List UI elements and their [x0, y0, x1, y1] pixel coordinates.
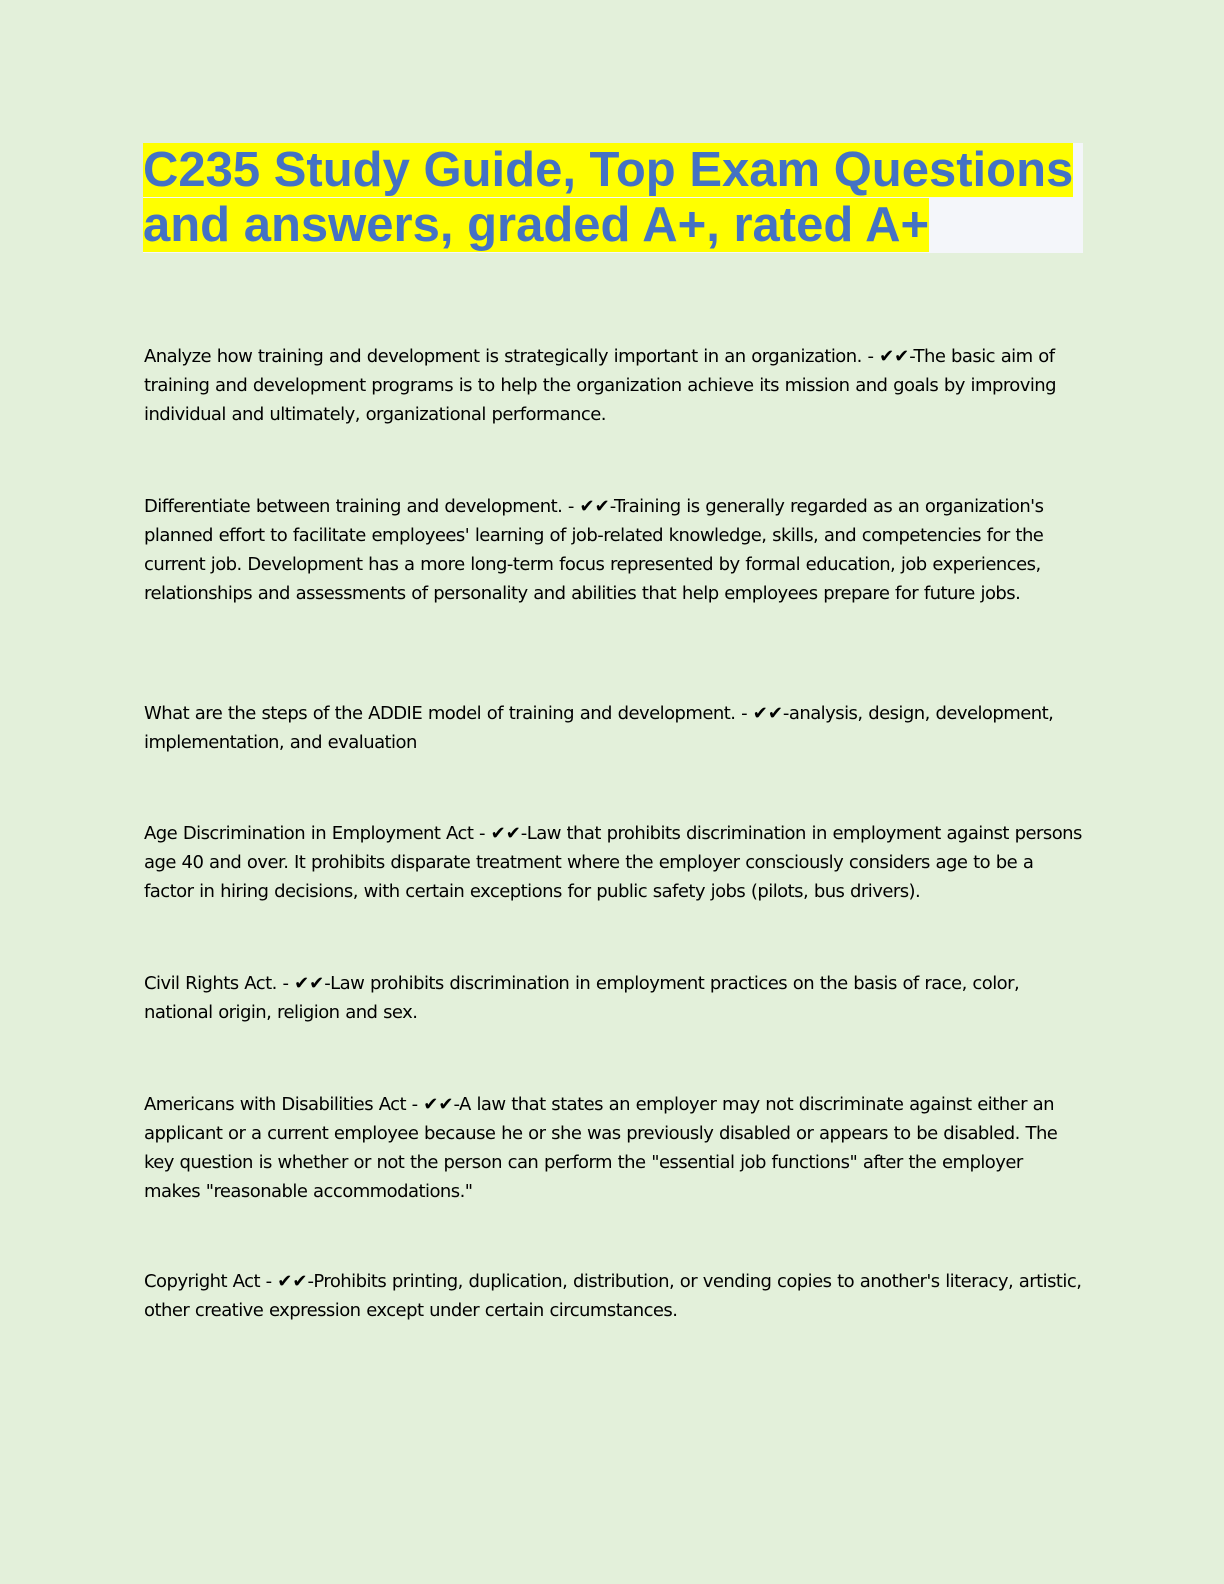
check-mark-icon: ✔✔ — [490, 823, 521, 844]
answer-text: -Law that prohibits discrimination in employment against persons age 40 and over. It prohibits disparate treatment where the employer consciously considers age to be a factor in hiring decisions, with certain exceptions for public safety jobs (pilots, bus drivers). — [144, 823, 1082, 902]
answer-text: -Training is generally regarded as an organization's planned effort to facilitate employees' learning of job-related knowledge, skills, and competencies for the current job. Development has a more long-term focus represented by formal education, job experiences, relationships and assessments of personality and abilities that help employees prepare for future jobs. — [144, 496, 1044, 604]
question-text: What are the steps of the ADDIE model of training and development. - — [144, 703, 753, 724]
qa-item-6 — [144, 1090, 1084, 1206]
qa-item-4 — [144, 819, 1084, 906]
qa-item-1 — [144, 342, 1084, 429]
qa-item-2 — [144, 492, 1084, 608]
check-mark-icon: ✔✔ — [579, 496, 610, 517]
check-mark-icon: ✔✔ — [879, 346, 910, 367]
check-mark-icon: ✔✔ — [423, 1094, 454, 1115]
check-mark-icon: ✔✔ — [752, 703, 783, 724]
question-text: Analyze how training and development is strategically important in an organization. - — [144, 346, 880, 367]
title-highlight: C235 Study Guide, Top Exam Questions and answers, graded A+, rated A+ — [143, 143, 1074, 252]
question-text: Differentiate between training and development. - — [144, 496, 580, 517]
answer-text: -Prohibits printing, duplication, distribution, or vending copies to another's literacy, artistic, other creative expression except under certain circumstances. — [144, 1271, 1082, 1321]
qa-item-7 — [144, 1267, 1084, 1325]
document-title — [143, 143, 1083, 253]
answer-text: -analysis, design, development, implementation, and evaluation — [144, 703, 1054, 753]
answer-text: -The basic aim of training and development programs is to help the organization achieve its mission and goals by improving individual and ultimately, organizational performance. — [144, 346, 1057, 425]
title-box — [143, 143, 1083, 253]
check-mark-icon: ✔✔ — [294, 973, 325, 994]
question-text: Copyright Act - — [144, 1271, 278, 1292]
check-mark-icon: ✔✔ — [277, 1271, 308, 1292]
qa-item-5 — [144, 969, 1084, 1027]
question-text: Civil Rights Act. - — [144, 973, 295, 994]
qa-item-3 — [144, 699, 1084, 757]
answer-text: -Law prohibits discrimination in employment practices on the basis of race, color, national origin, religion and sex. — [144, 973, 1020, 1023]
question-text: Age Discrimination in Employment Act - — [144, 823, 491, 844]
question-text: Americans with Disabilities Act - — [144, 1094, 424, 1115]
answer-text: -A law that states an employer may not discriminate against either an applicant or a current employee because he or she was previously disabled or appears to be disabled. The key question is whether or not the person can perform the "essential job functions" after the employer makes "reasonable accommodations." — [144, 1094, 1058, 1202]
